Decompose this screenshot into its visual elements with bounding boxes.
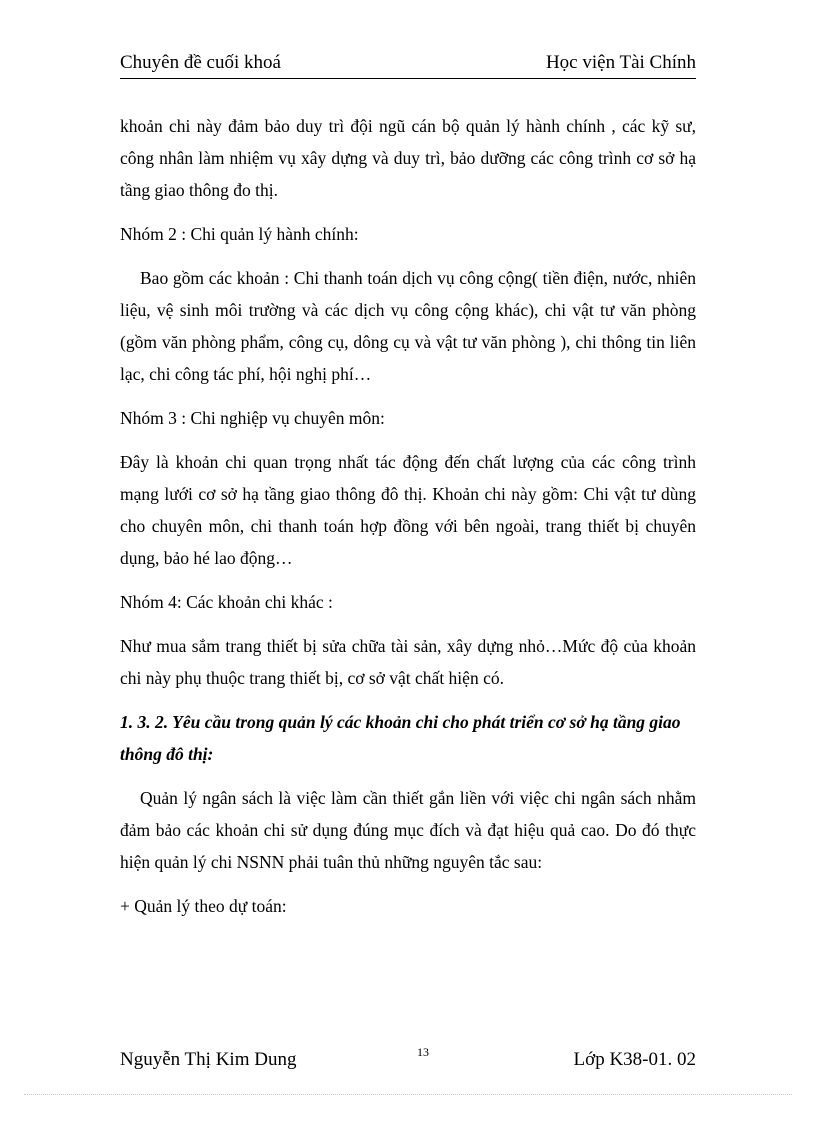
group-3-label: Nhóm 3 : Chi nghiệp vụ chuyên môn: [120,408,385,428]
page-bottom-divider [24,1094,792,1095]
page-body [120,110,696,934]
group-2-description: Bao gồm các khoản : Chi thanh toán dịch vụ công cộng( tiền điện, nước, nhiên liệu, vệ sinh môi trường và các dịch vụ công cộng khác), chi vật tư văn phòng (gồm văn phòng phẩm, công cụ, dông cụ và vật tư văn phòng ), chi thông tin liên lạc, chi công tác phí, hội nghị phí… [120,268,696,384]
paragraph-continuation: khoản chi này đảm bảo duy trì đội ngũ cán bộ quản lý hành chính , các kỹ sư, công nhân làm nhiệm vụ xây dựng và duy trì, bảo dưỡng các công trình cơ sở hạ tầng giao thông đo thị. [120,116,696,200]
page-footer [120,1045,696,1075]
page-number: 13 [417,1045,429,1059]
group-4-label: Nhóm 4: Các khoản chi khác : [120,592,333,612]
header-institution: Học viện Tài Chính [545,52,696,73]
section-intro-paragraph: Quản lý ngân sách là việc làm cần thiết gắn liền với việc chi ngân sách nhằm đảm bảo các khoản chi sử dụng đúng mục đích và đạt hiệu quả cao. Do đó thực hiện quản lý chi NSNN phải tuân thủ những nguyên tắc sau: [120,788,696,872]
section-heading: 1. 3. 2. Yêu cầu trong quản lý các khoản chi cho phát triển cơ sở hạ tầng giao thông đô thị: [120,712,681,764]
footer-class: Lớp K38-01. 02 [573,1049,696,1070]
group-2-label: Nhóm 2 : Chi quản lý hành chính: [120,224,359,244]
page-header [120,50,696,79]
footer-author: Nguyễn Thị Kim Dung [120,1049,297,1070]
group-3-description: Đây là khoản chi quan trọng nhất tác động đến chất lượng của các công trình mạng lưới cơ sở hạ tầng giao thông đô thị. Khoản chi này gồm: Chi vật tư dùng cho chuyên môn, chi thanh toán hợp đồng với bên ngoài, trang thiết bị chuyên dụng, bảo hé lao động… [120,452,696,568]
principle-item: + Quản lý theo dự toán: [120,896,287,916]
header-document-title: Chuyên đề cuối khoá [120,52,281,73]
group-4-description: Như mua sắm trang thiết bị sửa chữa tài sản, xây dựng nhỏ…Mức độ của khoản chi này phụ thuộc trang thiết bị, cơ sở vật chất hiện có. [120,636,696,688]
